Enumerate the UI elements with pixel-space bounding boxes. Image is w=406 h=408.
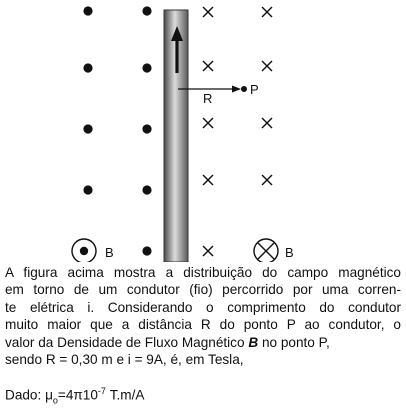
field-cross bbox=[203, 175, 213, 185]
field-dot bbox=[142, 63, 151, 72]
field-dot bbox=[83, 185, 92, 194]
question-line: sendo R = 0,30 m e i = 9A, é, em Tesla, bbox=[5, 352, 244, 368]
question-line bbox=[5, 334, 401, 351]
question-line: A figura acima mostra a distribuição do campo magnético bbox=[5, 265, 401, 280]
field-cross bbox=[203, 118, 213, 128]
field-cross bbox=[203, 61, 213, 71]
field-dot bbox=[83, 6, 92, 15]
mu-subscript: o bbox=[52, 395, 58, 406]
field-cross bbox=[203, 246, 213, 256]
field-out-dots bbox=[83, 6, 151, 255]
field-out-legend-icon bbox=[72, 239, 96, 262]
mu-exponent: -7 bbox=[97, 386, 106, 396]
point-label: P bbox=[250, 82, 259, 97]
given-prefix: Dado: bbox=[5, 387, 46, 403]
field-cross bbox=[262, 175, 272, 185]
field-dot bbox=[142, 6, 151, 15]
field-cross bbox=[262, 118, 272, 128]
field-dot bbox=[142, 185, 151, 194]
mu-symbol: μ bbox=[45, 387, 53, 403]
mu-unit: T.m/A bbox=[105, 387, 145, 403]
given-data bbox=[5, 386, 144, 405]
mu-value: =4π10 bbox=[57, 387, 98, 403]
point-p-marker bbox=[241, 86, 247, 92]
question-text bbox=[5, 264, 401, 368]
question-line-part: no ponto P, bbox=[261, 334, 330, 350]
field-in-legend-icon bbox=[254, 239, 278, 262]
field-dot bbox=[83, 63, 92, 72]
flux-density-symbol: B bbox=[248, 334, 259, 350]
field-cross bbox=[262, 61, 272, 71]
distance-label: R bbox=[203, 91, 213, 106]
field-in-crosses bbox=[203, 7, 272, 256]
question-line: te elétrica i. Considerando o comprimento do condutor bbox=[5, 299, 401, 315]
field-cross bbox=[203, 7, 213, 17]
field-cross bbox=[262, 7, 272, 17]
field-out-legend-label: B bbox=[105, 245, 114, 260]
field-dot bbox=[142, 246, 151, 255]
question-line-part: valor da Densidade de Fluxo Magnético bbox=[5, 334, 245, 350]
question-line: muito maior que a distância R do ponto P ao condutor, o bbox=[5, 317, 401, 333]
question-line: em torno de um condutor (fio) percorrido por uma corren- bbox=[5, 282, 401, 298]
field-in-legend-label: B bbox=[285, 245, 294, 260]
field-dot bbox=[142, 124, 151, 133]
field-dot bbox=[83, 124, 92, 133]
